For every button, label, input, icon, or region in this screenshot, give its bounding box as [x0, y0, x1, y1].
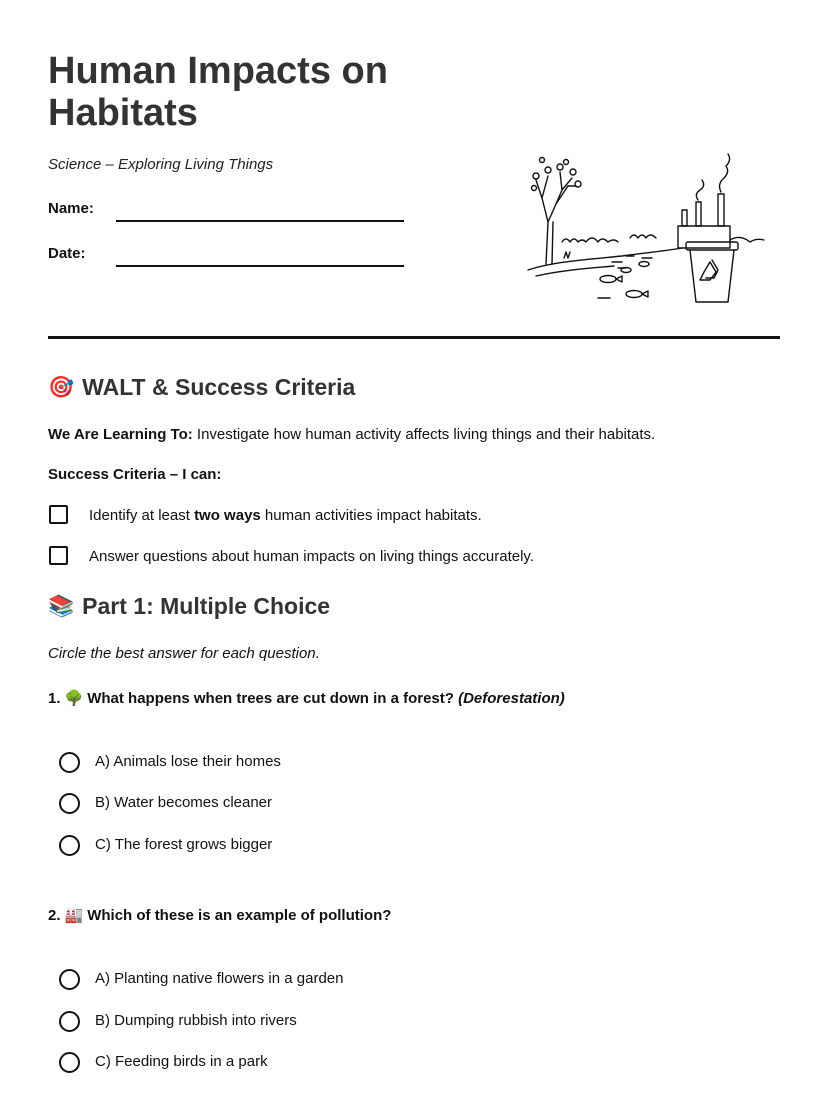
criteria-1-text-a: Identify at least: [89, 507, 195, 524]
question-1-number: 1.: [48, 689, 61, 707]
q1-option-b-radio[interactable]: [59, 793, 80, 814]
q1-option-b[interactable]: B) Water becomes cleaner: [95, 794, 273, 811]
question-1-tag: (Deforestation): [458, 689, 565, 707]
walt-statement: [48, 426, 655, 443]
date-field[interactable]: [116, 265, 404, 267]
question-2: [48, 906, 391, 924]
q1-option-c-radio[interactable]: [59, 835, 80, 856]
criteria-item-1: [89, 507, 482, 524]
part1-instruction: Circle the best answer for each question.: [48, 645, 320, 662]
books-icon: 📚: [48, 594, 75, 618]
factory-icon: 🏭: [64, 907, 84, 924]
target-dart-icon: 🎯: [48, 375, 75, 399]
date-label: Date:: [48, 245, 86, 262]
worksheet-subtitle: Science – Exploring Living Things: [48, 156, 274, 173]
walt-heading: [48, 374, 355, 401]
part1-heading: [48, 593, 330, 620]
part1-heading-text: Part 1: Multiple Choice: [82, 593, 331, 619]
question-2-text: Which of these is an example of pollution?: [87, 906, 392, 924]
criteria-checkbox-2[interactable]: [49, 546, 68, 565]
criteria-1-text-b: human activities impact habitats.: [260, 507, 482, 524]
walt-heading-text: WALT & Success Criteria: [82, 374, 356, 400]
question-2-number: 2.: [48, 906, 61, 924]
criteria-2-text: Answer questions about human impacts on living things accurately.: [89, 548, 534, 565]
question-1: [48, 689, 565, 707]
question-1-text: What happens when trees are cut down in a forest?: [87, 689, 454, 707]
q2-option-c[interactable]: C) Feeding birds in a park: [95, 1053, 268, 1070]
tree-icon: 🌳: [64, 690, 84, 707]
name-field[interactable]: [116, 220, 404, 222]
criteria-checkbox-1[interactable]: [49, 505, 68, 524]
q1-option-a[interactable]: A) Animals lose their homes: [95, 753, 281, 770]
q1-option-c[interactable]: C) The forest grows bigger: [95, 836, 273, 853]
q2-option-a[interactable]: A) Planting native flowers in a garden: [95, 970, 344, 987]
walt-text: Investigate how human activity affects living things and their habitats.: [192, 426, 656, 443]
worksheet-title: Human Impacts on Habitats: [48, 50, 388, 134]
criteria-1-bold: two ways: [194, 507, 261, 524]
q2-option-b[interactable]: B) Dumping rubbish into rivers: [95, 1012, 297, 1029]
criteria-item-2: [89, 548, 534, 565]
q1-option-a-radio[interactable]: [59, 752, 80, 773]
q2-option-c-radio[interactable]: [59, 1052, 80, 1073]
success-criteria-label: Success Criteria – I can:: [48, 466, 222, 483]
q2-option-b-radio[interactable]: [59, 1011, 80, 1032]
name-label: Name:: [48, 200, 94, 217]
habitat-pollution-illustration: [522, 152, 770, 308]
section-divider: [48, 336, 780, 339]
walt-label: We Are Learning To:: [48, 426, 193, 443]
q2-option-a-radio[interactable]: [59, 969, 80, 990]
